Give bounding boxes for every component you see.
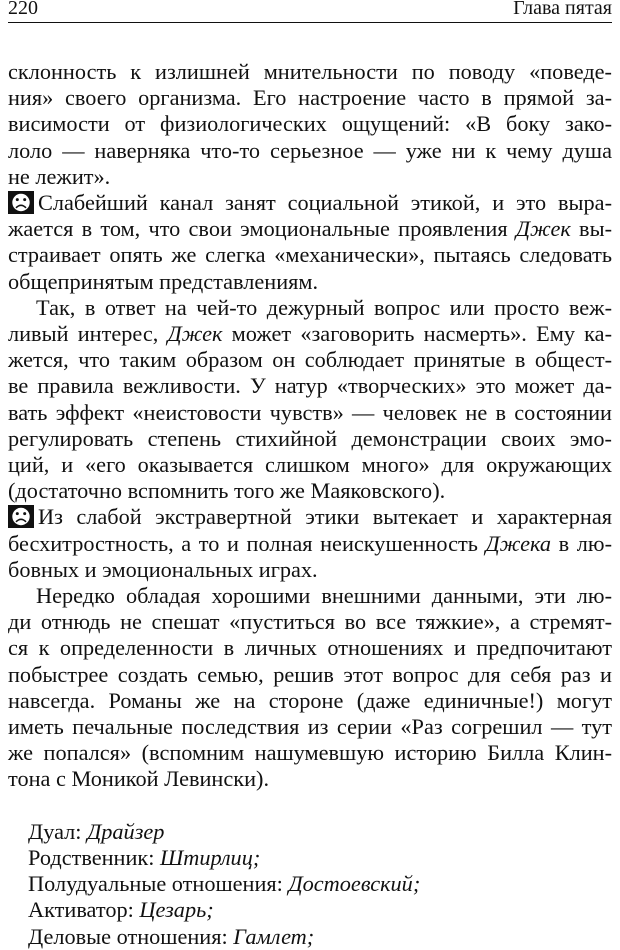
relation-business	[28, 924, 612, 950]
text-segment: жается в том, что свои эмоциональные проявления	[8, 216, 516, 242]
text-segment: вы-	[570, 216, 612, 242]
character-name: Джек	[167, 321, 223, 347]
relation-label: Полудуальные отношения:	[28, 871, 289, 897]
text-line: вать эффект «неистовости чувств» — человек не в состоянии	[8, 399, 612, 425]
text-line	[8, 504, 612, 530]
text-line: Нередко обладая хорошими внешними данными, эти лю-	[36, 583, 612, 609]
relation-value: Штирлиц;	[160, 844, 261, 870]
relation-value: Гамлет;	[233, 923, 315, 949]
text-line: не лежит».	[8, 163, 111, 189]
text-line	[8, 190, 612, 216]
text-segment: бесхитростность, а то и полная неискушенность	[8, 530, 486, 556]
text-line: висимости от физиологических ощущений: «В боку зако-	[8, 111, 612, 137]
text-line: навсегда. Романы же на стороне (даже единичные!) могут	[8, 687, 612, 713]
text-line: страивает опять же слегка «механически», пытаясь следовать	[8, 242, 612, 268]
text-line: побыстрее создать семью, решив этот вопрос для себя раз и	[8, 661, 612, 687]
text-segment: ливый интерес,	[8, 321, 168, 347]
text-line: тона с Моникой Левински).	[8, 766, 270, 792]
character-name: Джек	[515, 216, 571, 242]
text-line: ся к определенности в личных отношениях и предпочитают	[8, 635, 612, 661]
paragraph-weak-extravert-ethics	[8, 504, 612, 583]
text-line: же попался» (вспомним нашумевшую историю Билла Клин-	[8, 740, 612, 766]
relation-activator	[28, 897, 612, 923]
text-line	[8, 531, 612, 557]
text-segment: Из слабой экстравертной этики вытекает и характерная	[38, 504, 612, 530]
text-segment: может «заговорить насмерть». Ему ка-	[222, 321, 612, 347]
relation-value: Цезарь;	[139, 897, 214, 923]
relation-value: Драйзер	[87, 818, 165, 844]
text-line	[8, 321, 612, 347]
text-line: склонность к излишней мнительности по поводу «поведе-	[8, 59, 612, 84]
text-line: ций, и «его оказывается слишком много» для окружающих	[8, 452, 612, 478]
text-line: жется, что таким образом он соблюдает принятые в общест-	[8, 347, 612, 373]
text-line: бовных и эмоциональных играх.	[8, 556, 318, 582]
body-text	[8, 59, 612, 793]
relation-label: Дуал:	[28, 818, 88, 844]
character-name: Джека	[485, 530, 552, 556]
sad-face-icon	[8, 191, 34, 214]
chapter-title: Глава пятая	[513, 0, 612, 19]
page-number: 220	[8, 0, 38, 19]
paragraph-social-ethics	[8, 190, 612, 295]
relation-kindred	[28, 845, 612, 871]
paragraph-politeness	[8, 295, 612, 505]
text-line	[8, 216, 612, 242]
relation-label: Активатор:	[28, 897, 140, 923]
text-line: ния» своего организма. Его настроение часто в прямой за-	[8, 85, 612, 111]
text-line: регулировать степень стихийной демонстрации своих эмо-	[8, 425, 612, 451]
paragraph-hypochondria	[8, 59, 612, 190]
relation-label: Деловые отношения:	[28, 923, 234, 949]
text-line: (достаточно вспомнить того же Маяковского).	[8, 478, 446, 504]
text-line: лоло — наверняка что-то серьезное — уже ни к чему душа	[8, 137, 612, 163]
text-segment: Слабейший канал занят социальной этикой, и это выра-	[38, 190, 612, 216]
intertype-relations-list	[8, 819, 612, 950]
sad-face-icon	[8, 505, 34, 528]
relation-label: Родственник:	[28, 844, 161, 870]
text-line: Так, в ответ на чей-то дежурный вопрос или просто веж-	[36, 294, 612, 320]
text-line: ди отнюдь не спешат «пуститься во все тяжкие», а стремят-	[8, 609, 612, 635]
paragraph-relationships	[8, 583, 612, 793]
text-line: иметь печальные последствия из серии «Раз согрешил — тут	[8, 714, 612, 740]
relation-semi-dual	[28, 871, 612, 897]
running-header	[8, 0, 612, 23]
text-line: общепринятым представлениям.	[8, 268, 319, 294]
relation-dual	[28, 819, 612, 845]
text-segment: в лю-	[551, 530, 612, 556]
text-line: ве правила вежливости. У натур «творческих» это может да-	[8, 373, 612, 399]
relation-value: Достоевский;	[288, 871, 421, 897]
